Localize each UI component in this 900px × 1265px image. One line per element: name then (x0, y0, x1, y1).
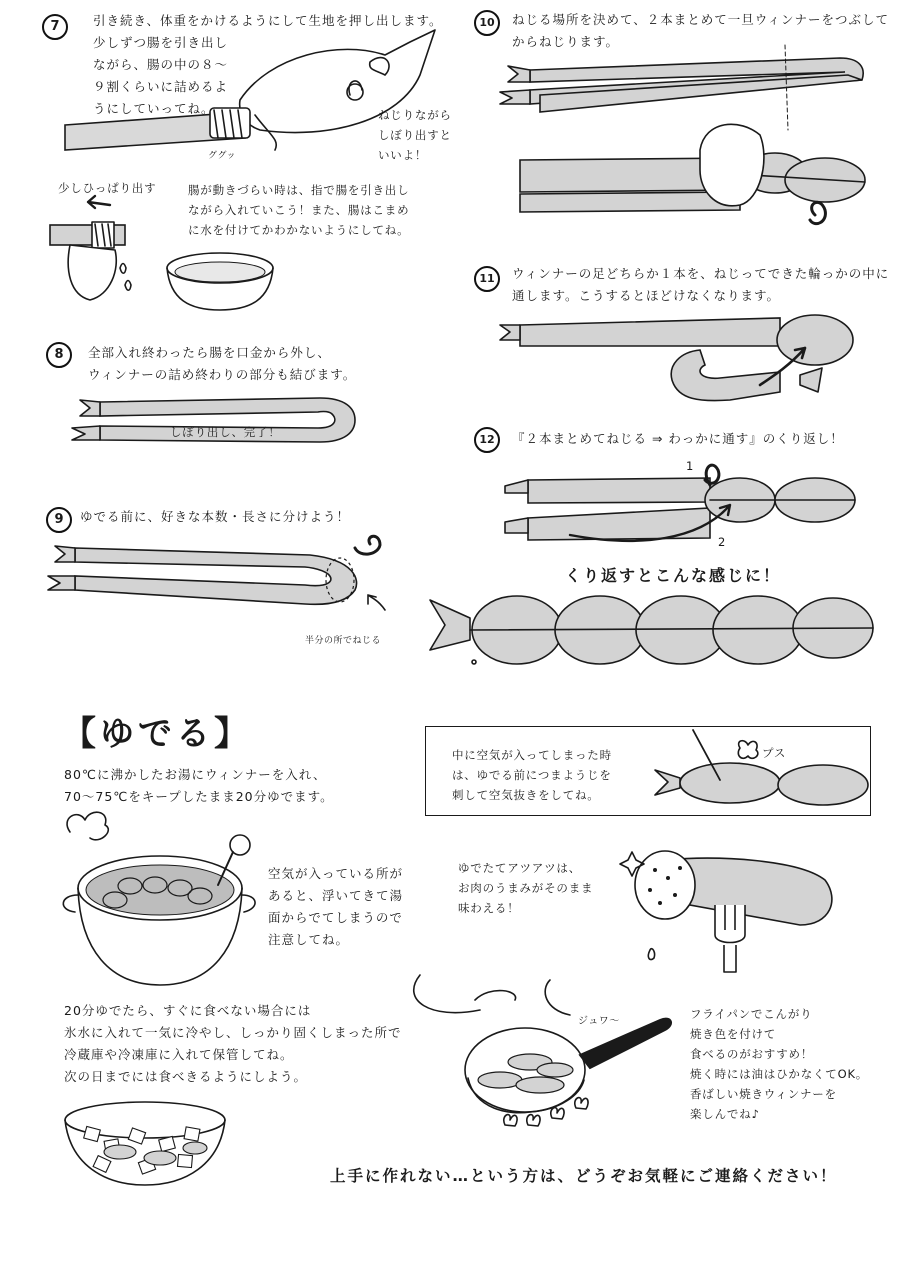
step-7-sfx: ググッ (208, 151, 237, 161)
float-note: 空気が入っている所が あると、浮いてきて湯 面からでてしまうので 注意してね。 (268, 866, 404, 947)
fresh-note: ゆでたてアツアツは、 お肉のうまみがそのまま 味わえる！ (458, 861, 594, 915)
closing-message: 上手に作れない…という方は、どうぞお気軽にご連絡ください！ (330, 1167, 838, 1185)
repeat-twist-illustration (505, 465, 855, 541)
sizzle-label: ジュワ～ (578, 1016, 620, 1027)
step-9-instructions: ゆでる前に、好きな本数・長さに分けよう！ (80, 509, 351, 524)
step-8-number: 8 (46, 342, 72, 368)
air-note: 中に空気が入ってしまった時 は、ゆでる前につまようじを 刺して空気抜きをしてね。 (452, 748, 612, 802)
frying-pan-illustration (414, 975, 671, 1126)
step-8-instructions: 全部入れ終わったら腸を口金から外し、 ウィンナーの詰め終わりの部分も結びます。 (88, 345, 357, 382)
step-8-label: しぼり出し、完了！ (170, 425, 281, 439)
step-10-number: 10 (474, 10, 500, 36)
sausage-chain-illustration (430, 596, 873, 664)
step-10-instructions: ねじる場所を決めて、２本まとめて一旦ウィンナーをつぶして からねじります。 (512, 12, 890, 49)
step-7-pull-label: 少しひっぱり出す (58, 181, 157, 195)
step-9-number: 9 (46, 507, 72, 533)
step-7-number: 7 (42, 14, 68, 40)
boil-heading: 【ゆでる】 (62, 714, 252, 754)
threading-sausage-illustration (500, 315, 853, 401)
step-11-instructions: ウィンナーの足どちらか１本を、ねじってできた輪っかの中に 通します。こうするとほどけなくなります。 (512, 266, 890, 303)
cool-note: 20分ゆでたら、すぐに食べない場合には 氷水に入れて一気に冷やし、しっかり固くしまった所で 冷蔵庫や冷凍庫に入れて保管してね。 次の日までには食べきるようにしよう。 (64, 1003, 402, 1084)
boiling-pot-illustration (63, 812, 255, 985)
sausage-on-fork-illustration (620, 851, 832, 972)
sausage-loop-illustration (48, 536, 385, 610)
step-11-number: 11 (474, 266, 500, 292)
step-12-instructions: 『２本まとめてねじる ⇒ わっかに通す』のくり返し！ (512, 431, 844, 446)
ice-bowl-illustration (65, 1102, 225, 1185)
step-9-label: 半分の所でねじる (305, 636, 382, 646)
step-12-label-2: 2 (718, 535, 727, 549)
fry-note: フライパンでこんがり 焼き色を付けて 食べるのがおすすめ！ 焼く時には油はひかなくてOK。 香ばしい焼きウィンナーを 楽しんでね♪ (690, 1007, 869, 1121)
pop-label: プス (762, 746, 787, 760)
step-7-callout: ねじりながら しぼり出すと いいよ！ (378, 108, 452, 162)
two-sausages-twist-illustration (500, 45, 865, 224)
step-7-tip: 腸が動きづらい時は、指で腸を引き出し ながら入れていこう！また、腸はこまめ に水を付けてかわかないようにしてね。 (188, 183, 410, 237)
step-12-label-1: 1 (686, 459, 695, 473)
water-bowl-illustration (167, 253, 273, 310)
step-7-instructions: 引き続き、体重をかけるようにして生地を押し出します。 少しずつ腸を引き出し ながら、腸の中の８～ ９割くらいに詰めるよ うにしていってね。 (93, 13, 443, 116)
step-12-number: 12 (474, 427, 500, 453)
step-12-result: くり返すとこんな感じに！ (565, 566, 782, 585)
boil-instructions: 80℃に沸かしたお湯にウィンナーを入れ、 70～75℃をキープしたまま20分ゆでます。 (64, 767, 334, 804)
hand-pulling-casing-illustration (50, 196, 131, 300)
